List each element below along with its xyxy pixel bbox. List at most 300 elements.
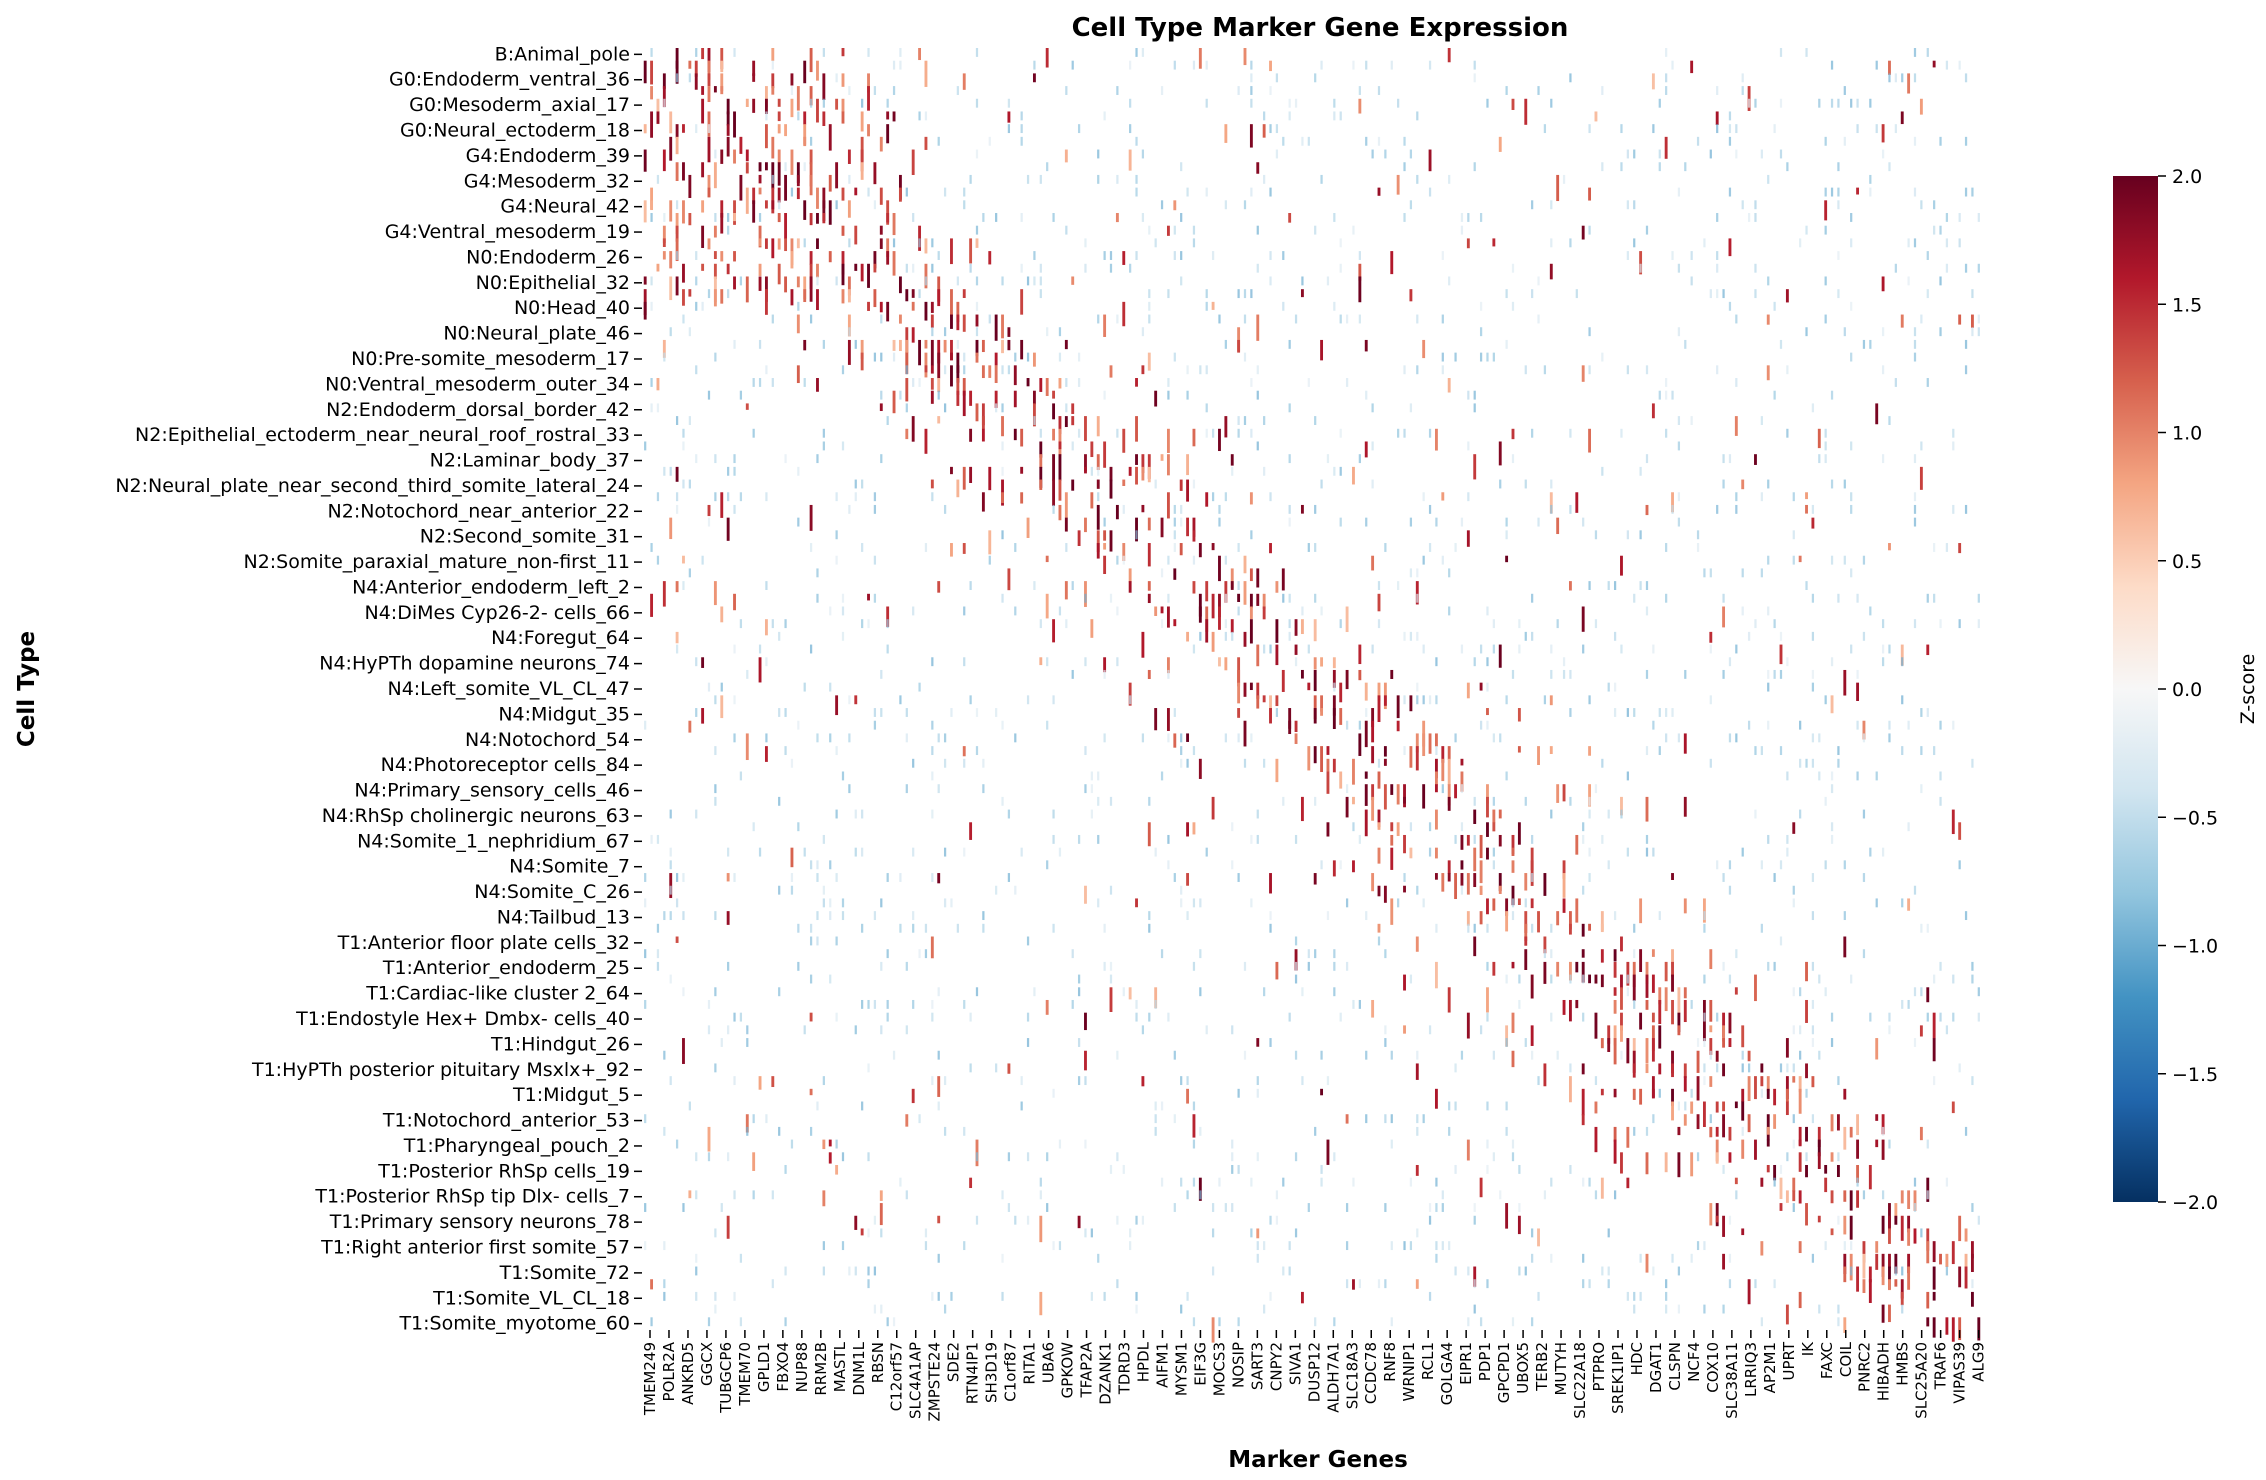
heatmap-cell xyxy=(1327,746,1330,755)
heatmap-cell xyxy=(823,1076,825,1085)
heatmap-cell xyxy=(1129,568,1132,582)
heatmap-cell xyxy=(1863,1190,1865,1199)
heatmap-cell xyxy=(1193,822,1196,834)
heatmap-cell xyxy=(1474,1305,1476,1314)
heatmap-cell xyxy=(1250,289,1252,298)
y-tick-label: G4:Neural_42 xyxy=(500,195,630,218)
heatmap-cell xyxy=(1620,1152,1623,1173)
heatmap-cell xyxy=(1729,975,1731,984)
heatmap-cell xyxy=(1180,505,1182,514)
heatmap-cell xyxy=(1786,1152,1788,1161)
heatmap-cell xyxy=(1837,99,1839,108)
heatmap-cell xyxy=(1582,1013,1584,1022)
heatmap-cell xyxy=(1276,1190,1278,1199)
heatmap-cell xyxy=(1340,1013,1342,1022)
heatmap-cell xyxy=(1001,594,1003,603)
heatmap-cell xyxy=(1601,1089,1604,1095)
heatmap-cell xyxy=(1677,987,1680,1013)
heatmap-cell xyxy=(1474,657,1476,666)
heatmap-cell xyxy=(1365,721,1368,747)
heatmap-cell xyxy=(1333,302,1335,311)
heatmap-cell xyxy=(1582,365,1585,382)
x-tick-label: AP2M1 xyxy=(1760,1342,1779,1394)
heatmap-cell xyxy=(1563,657,1565,666)
heatmap-cell xyxy=(1416,315,1418,324)
heatmap-cell xyxy=(1716,1013,1718,1022)
x-tick-label: TFAP2A xyxy=(1077,1342,1096,1398)
heatmap-cell xyxy=(1314,594,1316,603)
heatmap-cell xyxy=(1403,365,1405,374)
heatmap-cell xyxy=(1518,822,1521,844)
y-tick-label: N2:Notochord_near_anterior_22 xyxy=(327,500,630,523)
heatmap-cell xyxy=(963,607,965,616)
heatmap-cell xyxy=(714,162,717,188)
heatmap-cell xyxy=(1563,175,1565,184)
heatmap-cell xyxy=(816,568,818,577)
heatmap-cell xyxy=(1971,1203,1973,1212)
heatmap-cell xyxy=(1295,835,1297,844)
heatmap-cell xyxy=(823,898,825,907)
y-tick-label: N0:Endoderm_26 xyxy=(466,246,630,269)
heatmap-cell xyxy=(1384,543,1386,552)
heatmap-cell xyxy=(823,48,825,57)
heatmap-cell xyxy=(1269,124,1271,133)
heatmap-cell xyxy=(689,568,691,577)
heatmap-cell xyxy=(867,264,870,288)
heatmap-cell xyxy=(1308,645,1310,654)
heatmap-cell xyxy=(1301,987,1303,996)
heatmap-cell xyxy=(676,632,679,643)
heatmap-cell xyxy=(1844,327,1846,336)
heatmap-cell xyxy=(1792,822,1795,834)
x-tick-label: HIBADH xyxy=(1874,1342,1893,1402)
heatmap-cell xyxy=(695,73,698,89)
heatmap-cell xyxy=(1206,848,1208,857)
heatmap-cell xyxy=(1021,111,1023,120)
heatmap-cell xyxy=(1346,898,1348,907)
heatmap-cell xyxy=(1288,213,1291,223)
heatmap-cell xyxy=(874,1267,876,1276)
heatmap-cell xyxy=(1978,264,1980,273)
heatmap-cell xyxy=(1289,1267,1291,1276)
heatmap-cell xyxy=(1677,1152,1680,1177)
heatmap-cell xyxy=(1454,733,1456,742)
heatmap-cell xyxy=(1346,1203,1348,1212)
heatmap-cell xyxy=(1946,543,1948,552)
heatmap-cell xyxy=(759,162,762,171)
heatmap-cell xyxy=(1716,1127,1719,1137)
heatmap-cell xyxy=(1556,784,1559,803)
x-tick-label: MASTL xyxy=(830,1342,849,1393)
heatmap-cell xyxy=(1748,721,1750,730)
heatmap-cell xyxy=(1020,340,1023,359)
heatmap-cell xyxy=(848,86,850,95)
heatmap-cell xyxy=(1078,975,1080,984)
heatmap-cell xyxy=(1582,1063,1585,1074)
heatmap-cell xyxy=(836,73,838,82)
heatmap-cell xyxy=(1939,772,1941,781)
heatmap-cell xyxy=(835,1165,838,1175)
heatmap-cell xyxy=(650,86,653,99)
heatmap-cell xyxy=(1537,1292,1539,1301)
heatmap-cell xyxy=(1193,556,1195,565)
heatmap-cell xyxy=(1595,619,1597,628)
heatmap-cell xyxy=(1652,1089,1655,1099)
heatmap-cell xyxy=(1850,302,1852,311)
heatmap-cell xyxy=(1014,1216,1016,1225)
heatmap-cell xyxy=(1582,226,1585,240)
heatmap-cell xyxy=(1174,353,1176,362)
heatmap-cell xyxy=(982,213,984,222)
heatmap-cell xyxy=(1971,1292,1974,1307)
heatmap-cell xyxy=(1173,619,1176,626)
heatmap-cell xyxy=(1729,860,1731,869)
heatmap-cell xyxy=(803,137,806,146)
heatmap-cell xyxy=(791,759,793,768)
heatmap-cell xyxy=(1148,315,1150,324)
heatmap-cell xyxy=(1958,315,1961,325)
heatmap-cell xyxy=(1754,619,1756,628)
heatmap-cell xyxy=(1167,733,1169,742)
heatmap-cell xyxy=(1856,99,1858,108)
heatmap-cell xyxy=(1039,657,1042,665)
heatmap-cell xyxy=(1352,797,1355,804)
heatmap-cell xyxy=(1129,467,1132,476)
heatmap-cell xyxy=(1601,975,1604,988)
heatmap-cell xyxy=(1001,276,1003,285)
heatmap-cell xyxy=(1927,1190,1929,1199)
heatmap-cell xyxy=(1238,873,1240,882)
heatmap-cell xyxy=(899,924,901,933)
heatmap-cell xyxy=(1167,226,1170,236)
colorbar-tick-label: 1.5 xyxy=(2172,294,2203,317)
heatmap-cell xyxy=(1359,315,1361,324)
heatmap-cell xyxy=(1895,1267,1897,1276)
heatmap-cell xyxy=(1212,632,1215,652)
heatmap-cell xyxy=(1920,441,1922,450)
heatmap-cell xyxy=(1908,276,1910,285)
heatmap-cell xyxy=(1888,1216,1891,1230)
heatmap-cell xyxy=(867,1000,869,1009)
heatmap-cell xyxy=(1971,289,1973,298)
heatmap-cell xyxy=(803,289,806,302)
heatmap-cell xyxy=(1091,810,1093,819)
heatmap-cell xyxy=(1282,594,1284,603)
heatmap-cell xyxy=(1193,1102,1195,1111)
heatmap-cell xyxy=(1358,276,1361,302)
heatmap-cell xyxy=(1359,86,1361,95)
heatmap-cell xyxy=(1760,1178,1763,1187)
heatmap-cell xyxy=(1084,1076,1086,1085)
heatmap-cell xyxy=(1665,48,1667,57)
heatmap-cell xyxy=(1416,568,1418,577)
heatmap-cell xyxy=(1390,898,1393,924)
heatmap-cell xyxy=(746,150,749,162)
heatmap-cell xyxy=(1275,759,1278,782)
heatmap-cell xyxy=(1008,810,1010,819)
x-tick-label: GPKOW xyxy=(1058,1342,1077,1399)
heatmap-cell xyxy=(1186,632,1189,642)
heatmap-cell xyxy=(1269,1038,1271,1047)
heatmap-cell xyxy=(899,695,901,704)
heatmap-cell xyxy=(1180,251,1182,260)
heatmap-cell xyxy=(1174,1114,1176,1123)
heatmap-cell xyxy=(1978,327,1980,336)
heatmap-cell xyxy=(1084,784,1086,793)
heatmap-cell xyxy=(867,302,870,311)
heatmap-cell xyxy=(1646,1127,1648,1136)
heatmap-cell xyxy=(1512,670,1514,679)
heatmap-cell xyxy=(1569,238,1571,247)
heatmap-cell xyxy=(1467,1317,1469,1326)
heatmap-cell xyxy=(970,1063,972,1072)
heatmap-cell xyxy=(670,810,672,819)
heatmap-cell xyxy=(1135,1216,1137,1225)
heatmap-cell xyxy=(918,238,920,247)
heatmap-cell xyxy=(873,289,876,307)
heatmap-cell xyxy=(1690,1152,1693,1176)
heatmap-cell xyxy=(1416,886,1418,895)
heatmap-cell xyxy=(1908,721,1910,730)
heatmap-cell xyxy=(925,276,927,285)
heatmap-cell xyxy=(1301,607,1303,616)
heatmap-cell xyxy=(1595,975,1598,984)
heatmap-cell xyxy=(1595,1013,1598,1039)
heatmap-cell xyxy=(1167,454,1170,475)
heatmap-cell xyxy=(1888,733,1890,742)
heatmap-cell xyxy=(1454,1267,1456,1276)
heatmap-cell xyxy=(1512,1317,1514,1326)
heatmap-cell xyxy=(1633,708,1635,717)
heatmap-cell xyxy=(1709,632,1712,643)
heatmap-cell xyxy=(1843,1127,1846,1150)
heatmap-cell xyxy=(676,124,679,138)
heatmap-cell xyxy=(918,683,920,692)
heatmap-cell xyxy=(1582,518,1584,527)
heatmap-cell xyxy=(1876,61,1878,70)
heatmap-cell xyxy=(1601,1267,1603,1276)
heatmap-cell xyxy=(1493,619,1495,628)
heatmap-cell xyxy=(695,454,697,463)
heatmap-cell xyxy=(1308,962,1310,971)
heatmap-cell xyxy=(1748,1279,1751,1304)
heatmap-cell xyxy=(1352,61,1354,70)
heatmap-cell xyxy=(1365,340,1368,351)
heatmap-cell xyxy=(867,188,869,197)
heatmap-cell xyxy=(1901,695,1903,704)
heatmap-cell xyxy=(708,73,711,86)
heatmap-cell xyxy=(1224,416,1227,437)
heatmap-cell xyxy=(650,111,653,137)
heatmap-cell xyxy=(1486,657,1488,666)
heatmap-cell xyxy=(644,898,646,907)
heatmap-cell xyxy=(1601,949,1604,962)
heatmap-cell xyxy=(995,365,998,383)
heatmap-cell xyxy=(976,708,978,717)
heatmap-cell xyxy=(969,467,972,483)
colorbar-label: Z-score xyxy=(2237,653,2259,725)
heatmap-cell xyxy=(1021,1102,1023,1111)
heatmap-cell xyxy=(1920,1025,1923,1036)
heatmap-cell xyxy=(746,162,749,173)
heatmap-cell xyxy=(950,289,953,316)
heatmap-cell xyxy=(1588,1178,1590,1187)
heatmap-cell xyxy=(1429,505,1431,514)
x-tick-label: GOLGA4 xyxy=(1438,1342,1457,1406)
heatmap-cell xyxy=(1939,797,1941,806)
heatmap-cell xyxy=(880,962,882,971)
heatmap-cell xyxy=(1122,302,1125,326)
heatmap-cell xyxy=(1257,264,1259,273)
heatmap-cell xyxy=(1524,937,1527,946)
heatmap-cell xyxy=(970,175,972,184)
heatmap-cell xyxy=(1805,505,1808,514)
heatmap-cell xyxy=(1569,797,1571,806)
heatmap-cell xyxy=(1512,911,1514,920)
heatmap-cell xyxy=(1825,315,1827,324)
heatmap-cell xyxy=(1103,530,1106,540)
heatmap-cell xyxy=(1901,1305,1903,1314)
y-tick-label: N4:Somite_C_26 xyxy=(474,881,630,904)
heatmap-cell xyxy=(752,200,755,222)
heatmap-cell xyxy=(746,670,748,679)
heatmap-cell xyxy=(1493,1051,1495,1060)
heatmap-cell xyxy=(1027,937,1029,946)
heatmap-cell xyxy=(1512,429,1515,439)
heatmap-cell xyxy=(1831,772,1833,781)
heatmap-cell xyxy=(880,1203,883,1225)
x-tick-label: EIPR1 xyxy=(1457,1342,1476,1385)
heatmap-cell xyxy=(1792,1178,1795,1192)
heatmap-cell xyxy=(1052,391,1055,399)
heatmap-cell xyxy=(982,365,985,378)
heatmap-cell xyxy=(708,124,710,133)
heatmap-cell xyxy=(1442,251,1444,260)
heatmap-cell xyxy=(1467,924,1469,933)
heatmap-cell xyxy=(1671,1000,1674,1024)
heatmap-cell xyxy=(1084,264,1086,273)
heatmap-cell xyxy=(1601,86,1603,95)
heatmap-cell xyxy=(822,1190,825,1206)
heatmap-cell xyxy=(1097,835,1099,844)
heatmap-cell xyxy=(1295,733,1298,744)
heatmap-cell xyxy=(1537,746,1540,765)
heatmap-cell xyxy=(982,759,984,768)
heatmap-cell xyxy=(970,695,972,704)
heatmap-cell xyxy=(1327,759,1330,772)
heatmap-cell xyxy=(1403,784,1406,807)
heatmap-cell xyxy=(1729,1152,1732,1162)
heatmap-cell xyxy=(1052,1241,1054,1250)
heatmap-cell xyxy=(816,454,818,463)
heatmap-cell xyxy=(1333,657,1336,668)
heatmap-cell xyxy=(708,1025,710,1034)
heatmap-cell xyxy=(1161,86,1163,95)
heatmap-cell xyxy=(1856,1267,1859,1292)
heatmap-cell xyxy=(1225,619,1227,628)
heatmap-cell xyxy=(1250,568,1253,581)
heatmap-cell xyxy=(880,708,882,717)
heatmap-cell xyxy=(1314,657,1317,669)
heatmap-cell xyxy=(925,137,928,150)
heatmap-cell xyxy=(1735,150,1737,159)
heatmap-cell xyxy=(733,695,735,704)
heatmap-cell xyxy=(1116,315,1118,324)
heatmap-cell xyxy=(1276,124,1278,133)
heatmap-cell xyxy=(695,365,697,374)
heatmap-cell xyxy=(976,302,978,311)
heatmap-cell xyxy=(1818,99,1820,108)
heatmap-cell xyxy=(1135,1013,1137,1022)
heatmap-cell xyxy=(1856,721,1858,730)
heatmap-cell xyxy=(1238,733,1240,742)
heatmap-cell xyxy=(925,61,928,87)
heatmap-cell xyxy=(1531,429,1533,438)
heatmap-cell xyxy=(893,1317,895,1326)
heatmap-cell xyxy=(1818,1216,1821,1223)
heatmap-cell xyxy=(1531,975,1534,999)
heatmap-cell xyxy=(804,848,806,857)
heatmap-cell xyxy=(1065,416,1068,427)
heatmap-cell xyxy=(1039,1216,1042,1242)
heatmap-cell xyxy=(1403,797,1406,804)
heatmap-cell xyxy=(727,226,729,235)
y-tick-label: G0:Neural_ectoderm_18 xyxy=(399,119,630,142)
heatmap-cell xyxy=(925,353,928,378)
heatmap-cell xyxy=(657,264,660,272)
heatmap-cell xyxy=(1837,200,1839,209)
heatmap-cell xyxy=(1001,315,1004,339)
heatmap-cell xyxy=(778,632,780,641)
heatmap-cell xyxy=(1327,276,1329,285)
heatmap-cell xyxy=(1250,607,1253,620)
heatmap-cell xyxy=(1697,1152,1699,1161)
heatmap-cell xyxy=(1761,924,1763,933)
heatmap-cell xyxy=(1155,848,1157,857)
heatmap-cell xyxy=(1193,645,1195,654)
heatmap-cell xyxy=(1525,632,1527,641)
heatmap-cell xyxy=(867,1279,869,1288)
heatmap-cell xyxy=(1021,213,1023,222)
heatmap-cell xyxy=(848,327,850,336)
heatmap-cell xyxy=(822,73,825,100)
heatmap-cell xyxy=(1620,124,1622,133)
heatmap-cell xyxy=(682,200,685,223)
heatmap-cell xyxy=(1537,315,1539,324)
heatmap-cell xyxy=(1537,518,1539,527)
heatmap-cell xyxy=(1518,746,1521,752)
heatmap-cell xyxy=(1256,645,1259,667)
heatmap-cell xyxy=(1888,1305,1891,1322)
heatmap-cell xyxy=(880,670,882,679)
heatmap-cell xyxy=(1340,315,1342,324)
heatmap-cell xyxy=(893,61,895,70)
heatmap-cell xyxy=(816,276,818,285)
heatmap-cell xyxy=(1448,987,1451,1012)
heatmap-cell xyxy=(912,1000,914,1009)
heatmap-cell xyxy=(1486,353,1488,362)
y-tick-label: N0:Pre-somite_mesoderm_17 xyxy=(351,347,630,370)
heatmap-cell xyxy=(1716,289,1718,298)
heatmap-cell xyxy=(1123,987,1125,996)
heatmap-cell xyxy=(1703,975,1705,984)
heatmap-cell xyxy=(829,860,831,869)
heatmap-cell xyxy=(714,1063,716,1072)
heatmap-cell xyxy=(1652,1013,1655,1023)
heatmap-cell xyxy=(727,1152,729,1161)
heatmap-cell xyxy=(1716,264,1718,273)
heatmap-cell xyxy=(836,810,838,819)
